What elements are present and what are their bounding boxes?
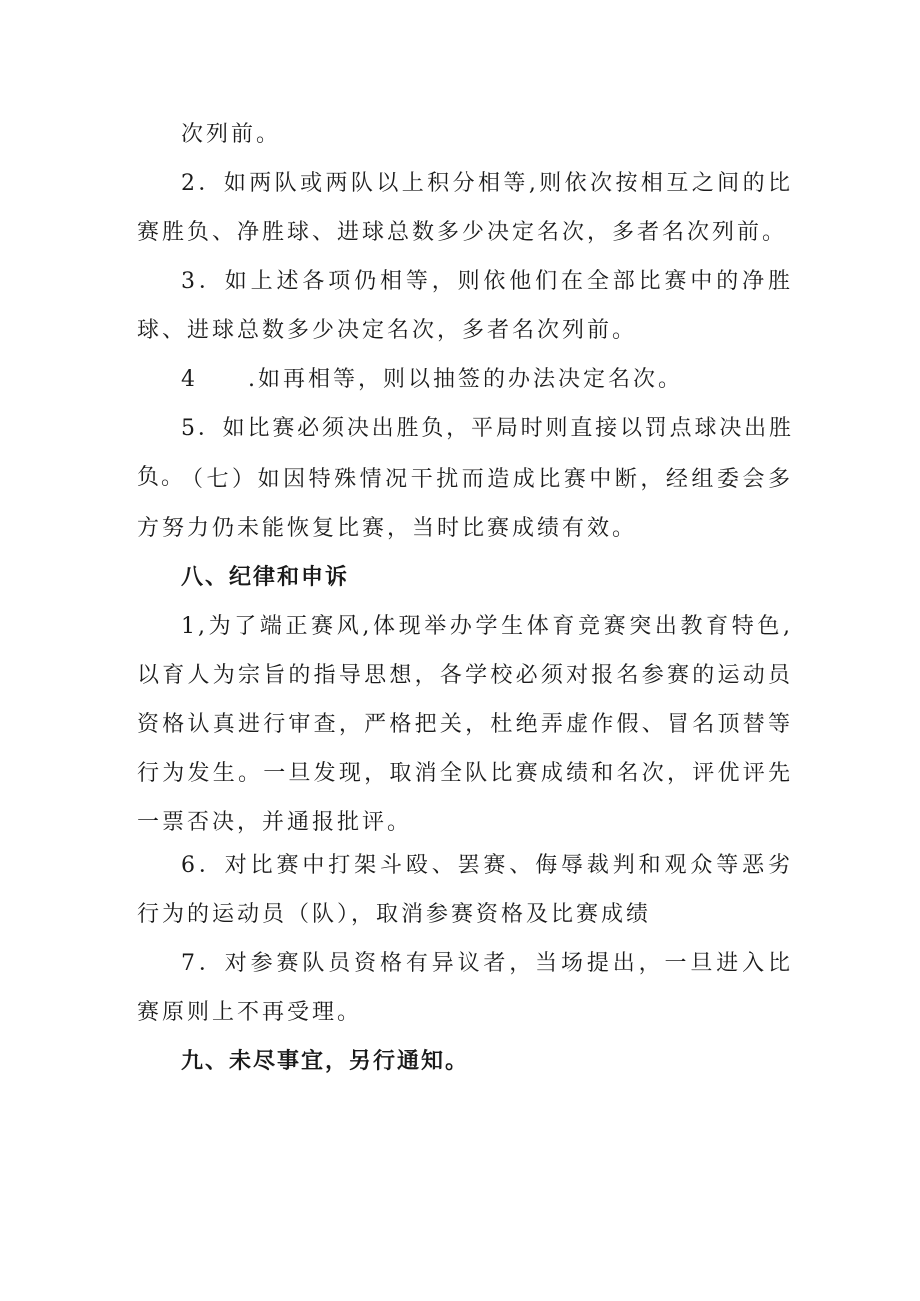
paragraph-continuation: 次列前。: [181, 122, 282, 147]
section-heading-discipline: 八、纪律和申诉: [181, 565, 350, 590]
paragraph-section-7: （七）如因特殊情况干扰而造成比赛中断，经组委会多方努力仍未能恢复比赛，当时比赛成绩有效。: [137, 467, 793, 541]
paragraph-rule-4: 4 .如再相等，则以抽签的办法决定名次。: [181, 367, 683, 392]
paragraph-rule-5: 5．如比赛必须决出胜负，平局时则直接以罚点球决出胜负。: [137, 416, 793, 490]
section-heading-misc: 九、未尽事宜，另行通知。: [181, 1049, 470, 1074]
paragraph-discipline-1: 1,为了端正赛风,体现举办学生体育竞赛突出教育特色,以育人为宗旨的指导思想，各学校必须对报名参赛的运动员资格认真进行审查，严格把关，杜绝弄虚作假、冒名顶替等行为发生。一旦发现，取消全队比赛成绩和名次，评优评先一票否决，并通报批评。: [137, 614, 793, 835]
paragraph-discipline-6: 6．对比赛中打架斗殴、罢赛、侮辱裁判和观众等恶劣行为的运动员（队），取消参赛资格及比赛成绩: [137, 853, 793, 927]
paragraph-rule-2: 2．如两队或两队以上积分相等,则依次按相互之间的比赛胜负、净胜球、进球总数多少决定名次，多者名次列前。: [137, 171, 793, 245]
paragraph-rule-3: 3．如上述各项仍相等，则依他们在全部比赛中的净胜球、进球总数多少决定名次，多者名次列前。: [137, 269, 793, 343]
paragraph-discipline-7: 7．对参赛队员资格有异议者，当场提出，一旦进入比赛原则上不再受理。: [137, 951, 793, 1025]
